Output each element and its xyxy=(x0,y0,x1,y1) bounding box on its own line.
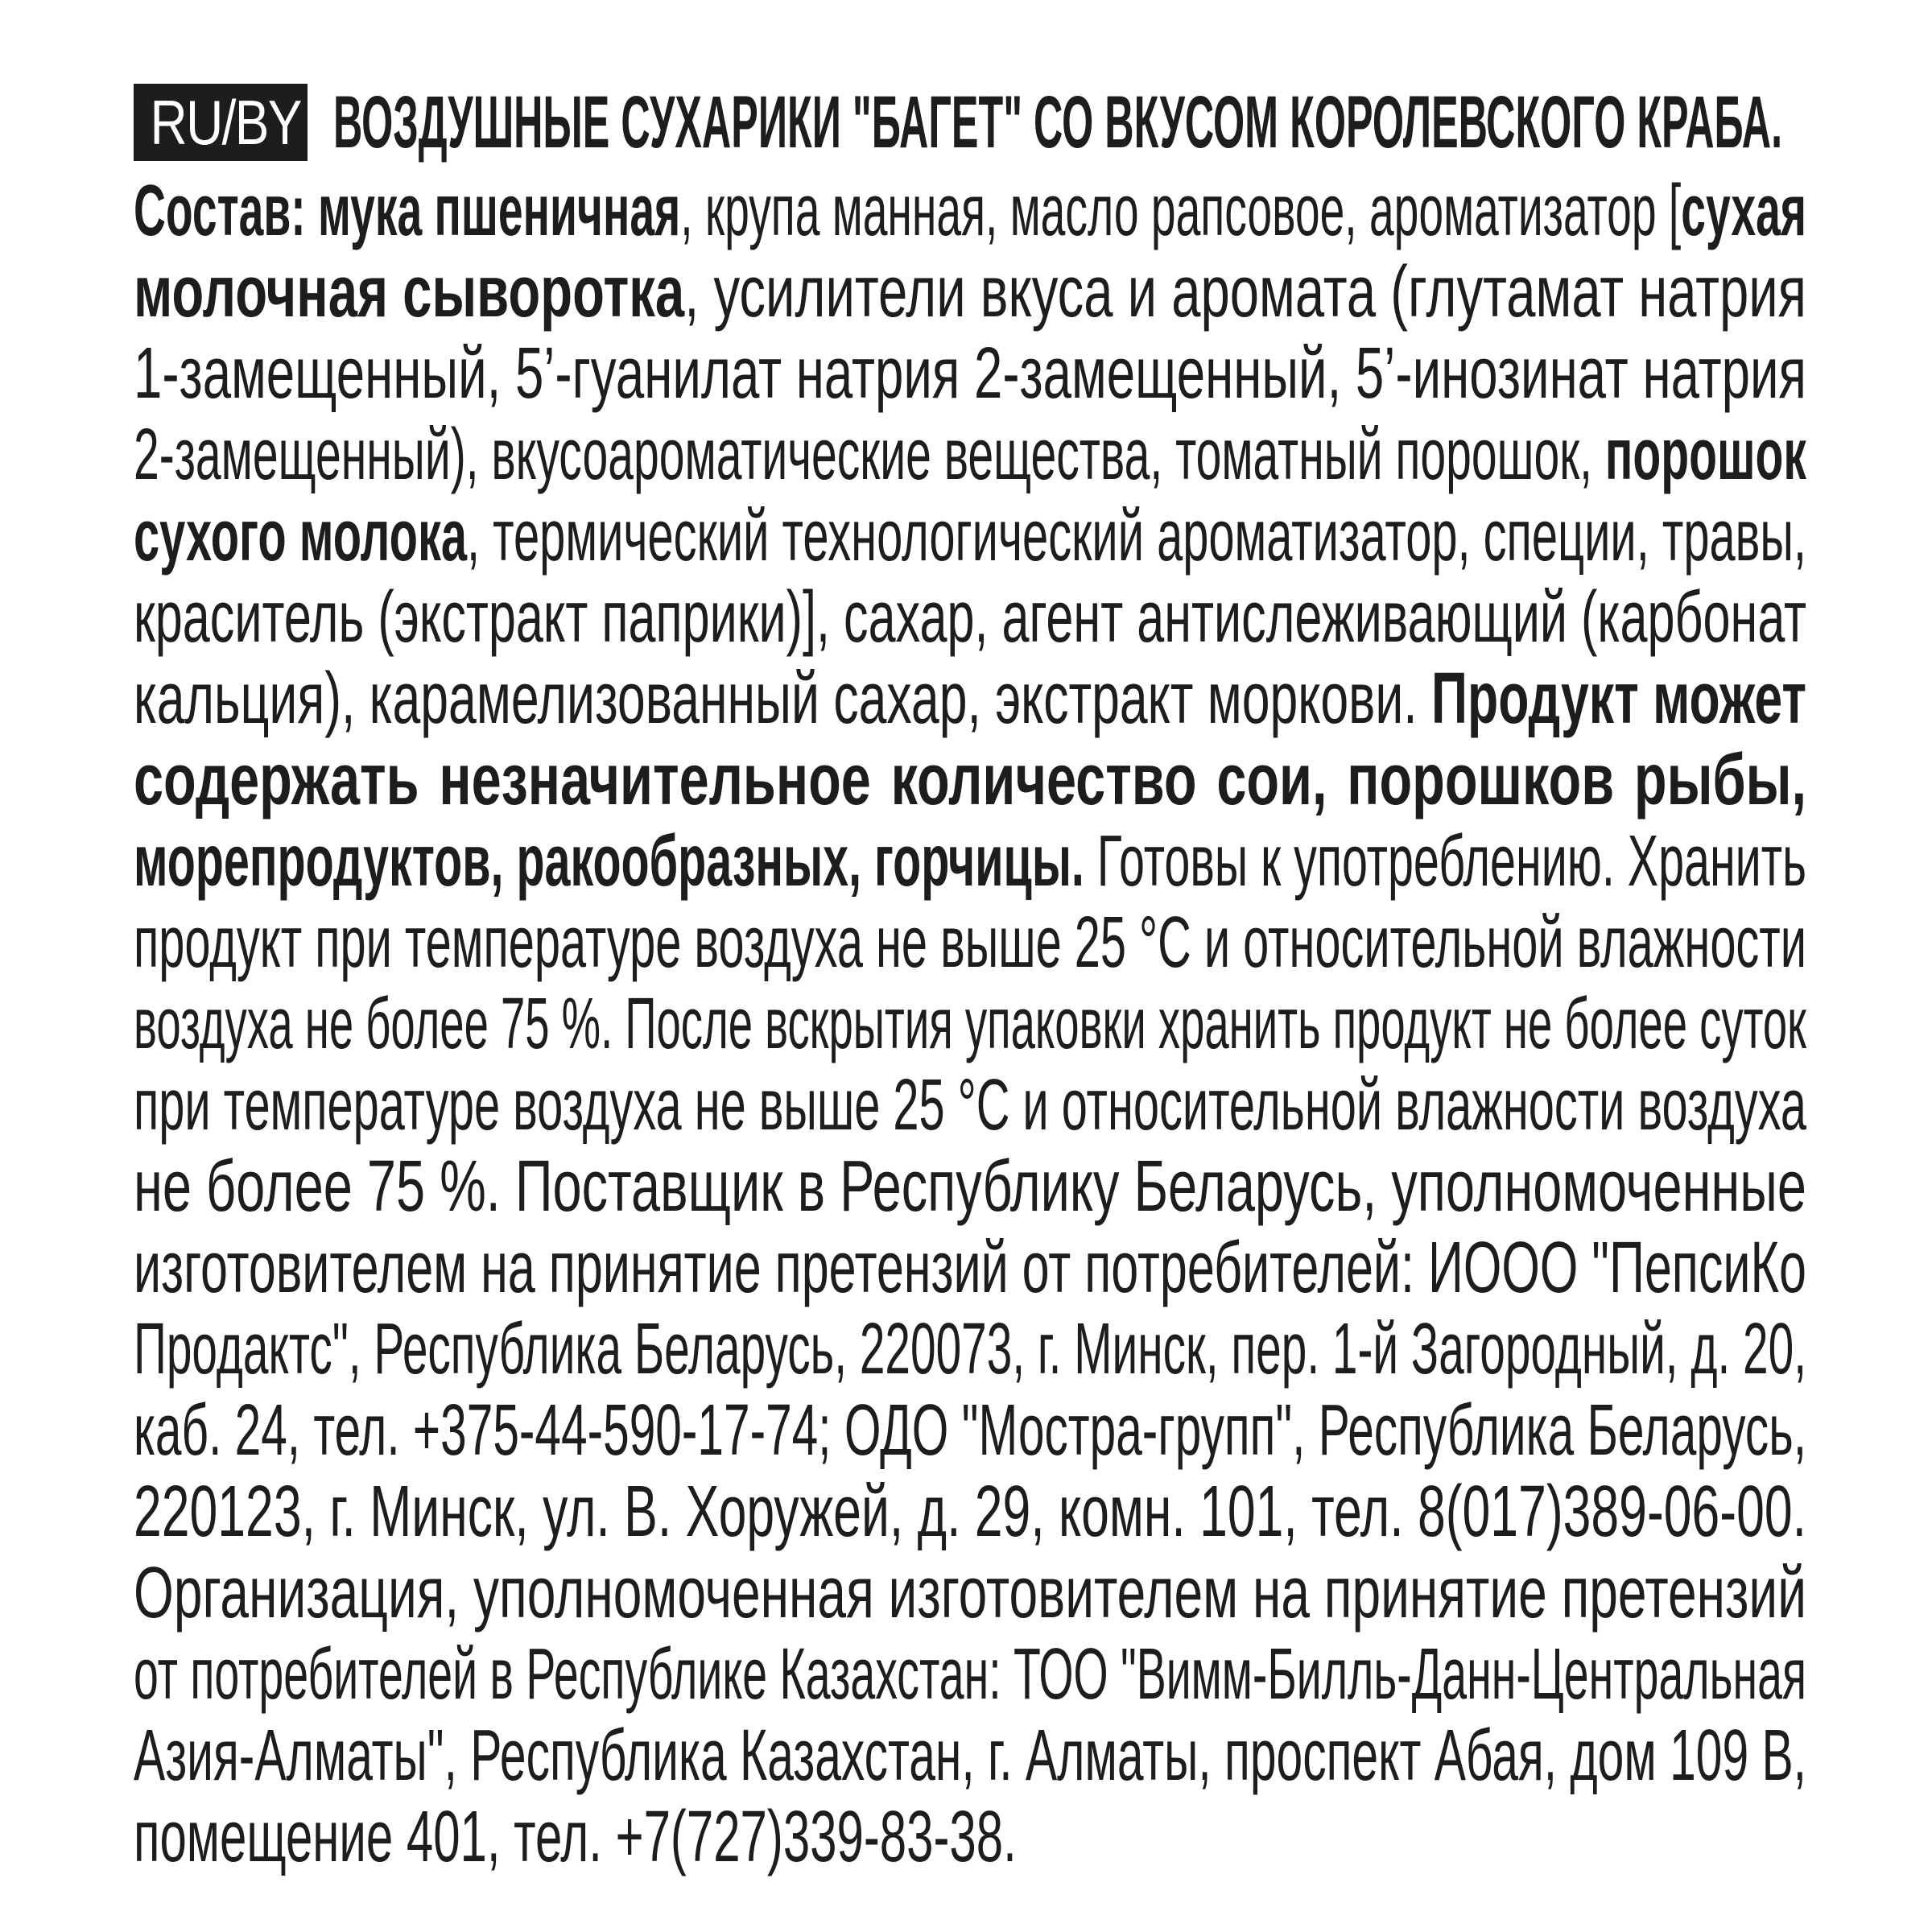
text-segment: 1-замещенный, 5’-гуанилат натрия 2-замещенный, 5’-инозинат натрия xyxy=(134,333,1806,414)
text-line-content xyxy=(134,1472,1806,1553)
text-line xyxy=(134,902,1806,984)
text-line xyxy=(134,171,1806,252)
language-badge xyxy=(134,84,308,161)
text-segment: , усилители вкуса и аромата (глутамат натрия xyxy=(684,252,1806,332)
bold-text-segment: морепродуктов, ракообразных, горчицы. xyxy=(134,821,1084,902)
text-segment: Продактс", Республика Беларусь, 220073, г. Минск, пер. 1-й Загородный, д. 20, xyxy=(134,1309,1806,1389)
text-line-content xyxy=(134,171,1806,252)
text-line xyxy=(134,1390,1806,1472)
text-line-content xyxy=(134,577,1806,658)
bold-text-segment: Состав: мука пшеничная xyxy=(134,171,681,251)
text-line-content xyxy=(134,821,1806,902)
text-line xyxy=(134,1228,1806,1309)
text-segment: Организация, уполномоченная изготовителем на принятие претензий xyxy=(134,1553,1806,1633)
text-segment: , термический технологический ароматизатор, специи, травы, xyxy=(467,496,1806,576)
bold-text-segment: сухого молока xyxy=(134,496,468,576)
text-line xyxy=(134,1065,1806,1146)
text-line xyxy=(134,984,1806,1065)
text-line xyxy=(134,1797,1806,1878)
text-line xyxy=(134,577,1806,658)
text-line-content xyxy=(134,1797,1017,1878)
bold-text-segment: порошок xyxy=(1604,415,1806,495)
text-line xyxy=(134,658,1806,740)
text-line xyxy=(134,333,1806,415)
text-segment: не более 75 %. Поставщик в Республику Беларусь, уполномоченные xyxy=(134,1146,1806,1227)
text-line-content xyxy=(134,658,1806,740)
text-segment: , крупа манная, масло рапсовое, ароматизатор [ xyxy=(680,171,1682,251)
text-line xyxy=(134,740,1806,821)
text-segment: 220123, г. Минск, ул. В. Хоружей, д. 29, комн. 101, тел. 8(017)389-06-00. xyxy=(134,1472,1806,1552)
text-segment: кальция), карамелизованный сахар, экстракт моркови. xyxy=(134,658,1432,739)
text-line-content xyxy=(134,1634,1806,1715)
text-line xyxy=(134,252,1806,333)
text-line-content xyxy=(134,1309,1806,1390)
text-line-content xyxy=(134,252,1806,333)
label-body-text xyxy=(134,171,1806,1878)
text-segment: Азия-Алматы", Республика Казахстан, г. Алматы, проспект Абая, дом 109 В, xyxy=(134,1715,1806,1796)
text-line-content xyxy=(134,1146,1806,1228)
text-line xyxy=(134,1309,1806,1390)
text-segment: каб. 24, тел. +375-44-590-17-74; ОДО "Мостра-групп", Республика Беларусь, xyxy=(134,1390,1806,1471)
text-line-content xyxy=(134,1228,1806,1309)
text-line-content xyxy=(134,1553,1806,1634)
text-line-content xyxy=(134,740,1806,821)
text-line-content xyxy=(134,902,1806,984)
bold-text-segment: сухая xyxy=(1681,171,1806,251)
text-segment: изготовителем на принятие претензий от потребителей: ИООО "ПепсиКо xyxy=(134,1228,1806,1308)
text-segment: 2-замещенный), вкусоароматические вещества, томатный порошок, xyxy=(134,415,1605,495)
text-segment: от потребителей в Республике Казахстан: ТОО "Вимм-Билль-Данн-Центральная xyxy=(134,1634,1806,1715)
text-line-content xyxy=(134,496,1806,577)
text-segment: краситель (экстракт паприки)], сахар, агент антислеживающий (карбонат xyxy=(134,577,1806,658)
text-line xyxy=(134,1146,1806,1228)
bold-text-segment: молочная сыворотка xyxy=(134,252,685,332)
text-segment: Готовы к употреблению. Хранить xyxy=(1084,821,1806,902)
text-segment: воздуха не более 75 %. После вскрытия упаковки хранить продукт не более суток xyxy=(134,984,1806,1064)
text-line xyxy=(134,1715,1806,1797)
text-line xyxy=(134,1553,1806,1634)
text-segment: помещение 401, тел. +7(727)339-83-38. xyxy=(134,1797,1017,1877)
text-line-content xyxy=(134,415,1806,496)
text-line-content xyxy=(134,984,1806,1065)
text-line xyxy=(134,415,1806,496)
bold-text-segment: содержать незначительное количество сои, порошков рыбы, xyxy=(134,740,1806,820)
text-line xyxy=(134,1634,1806,1715)
bold-text-segment: Продукт может xyxy=(1431,658,1806,739)
product-title: ВОЗДУШНЫЕ СУХАРИКИ "БАГЕТ" СО ВКУСОМ КОРОЛЕВСКОГО КРАБА. xyxy=(333,81,1783,163)
text-line-content xyxy=(134,1715,1806,1797)
text-line-content xyxy=(134,333,1806,415)
text-line xyxy=(134,1472,1806,1553)
text-line-content xyxy=(134,1065,1806,1146)
text-segment: при температуре воздуха не выше 25 °С и относительной влажности воздуха xyxy=(134,1065,1806,1146)
text-line-content xyxy=(134,1390,1806,1472)
text-line xyxy=(134,496,1806,577)
text-line xyxy=(134,821,1806,902)
language-badge-text: RU/BY xyxy=(150,87,301,158)
text-segment: продукт при температуре воздуха не выше 25 °С и относительной влажности xyxy=(134,902,1806,983)
